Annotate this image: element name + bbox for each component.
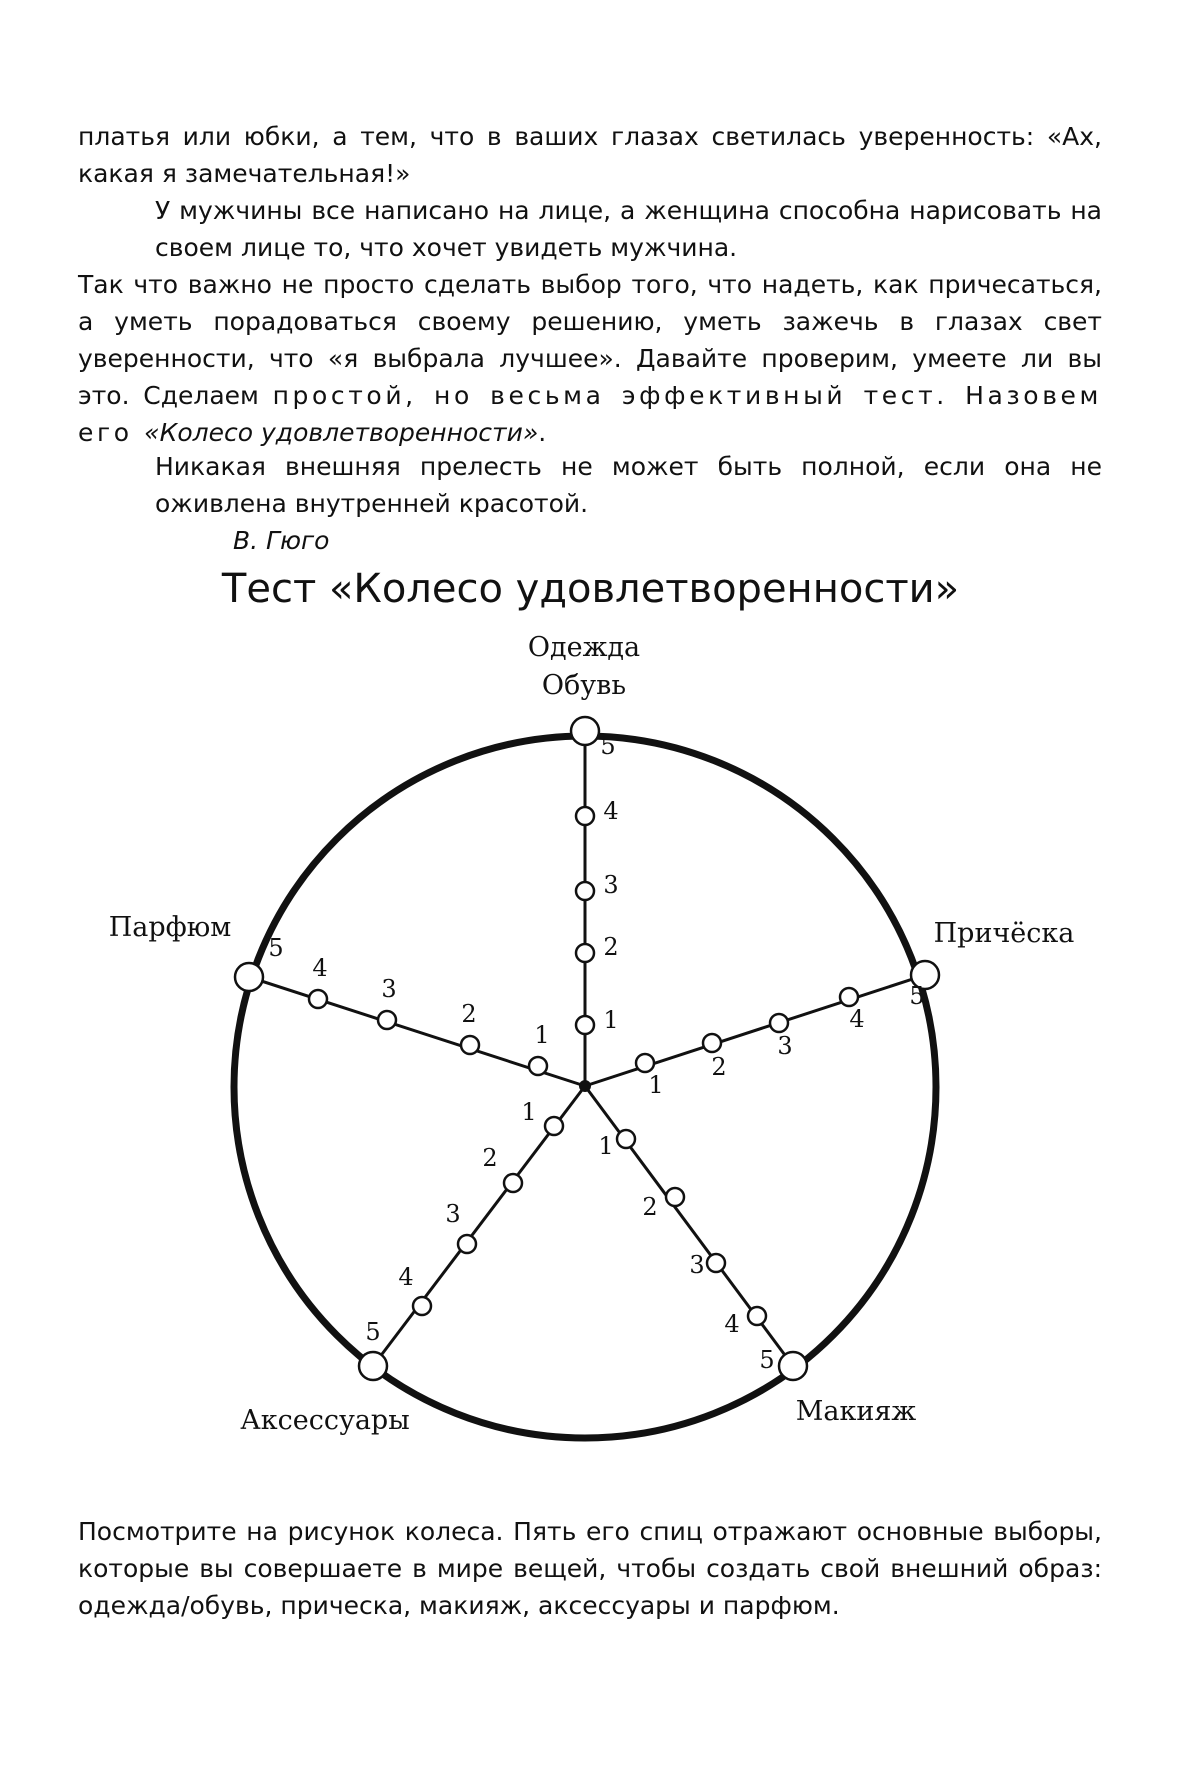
spoke-accessories-marker-2 bbox=[504, 1174, 522, 1192]
spoke-perfume-marker-3 bbox=[378, 1011, 396, 1029]
spoke-clothes-marker-3 bbox=[576, 882, 594, 900]
spoke-makeup-value-1: 1 bbox=[598, 1132, 614, 1160]
spoke-clothes-value-2: 2 bbox=[603, 933, 619, 961]
spoke-accessories-marker-5 bbox=[359, 1352, 387, 1380]
label-clothes-line2: Обувь bbox=[541, 670, 627, 701]
spoke-perfume-marker-4 bbox=[309, 990, 327, 1008]
spoke-accessories-value-4: 4 bbox=[398, 1263, 414, 1291]
spoke-hairstyle-marker-1 bbox=[636, 1054, 654, 1072]
spoke-perfume-value-3: 3 bbox=[381, 975, 397, 1003]
spoke-clothes-marker-1 bbox=[576, 1016, 594, 1034]
spoke-clothes-value-3: 3 bbox=[603, 871, 619, 899]
spoke-accessories-value-5: 5 bbox=[365, 1318, 381, 1346]
spoke-hairstyle-value-3: 3 bbox=[777, 1032, 793, 1060]
spoke-perfume-marker-5 bbox=[235, 963, 263, 991]
spoke-accessories-marker-3 bbox=[458, 1235, 476, 1253]
paragraph-test-intro-spaced: простой, но весьма эффективный тест. Назовем его bbox=[78, 381, 1102, 447]
spoke-perfume-value-2: 2 bbox=[461, 1000, 477, 1028]
spoke-clothes-marker-5 bbox=[571, 717, 599, 745]
spoke-hairstyle-value-1: 1 bbox=[648, 1071, 664, 1099]
spoke-accessories-value-1: 1 bbox=[521, 1098, 537, 1126]
spoke-accessories-marker-4 bbox=[413, 1297, 431, 1315]
spoke-makeup-marker-3 bbox=[707, 1254, 725, 1272]
spoke-perfume-value-5: 5 bbox=[268, 934, 284, 962]
spoke-perfume-marker-2 bbox=[461, 1036, 479, 1054]
spoke-hairstyle bbox=[585, 975, 925, 1086]
test-name-emphasis: «Колесо удовлетворенности» bbox=[144, 418, 539, 447]
spoke-accessories-value-3: 3 bbox=[445, 1200, 461, 1228]
paragraph-test-intro-text: Так что важно не просто сделать выбор того, что надеть, как причесаться, а уметь порадоваться своему решению, уметь зажечь в глазах свет уверенности, что «я выбрала лучшее». Давайте проверим, умеете ли вы это. Сделаем bbox=[78, 270, 1102, 410]
spoke-hairstyle-marker-2 bbox=[703, 1034, 721, 1052]
spoke-hairstyle-value-4: 4 bbox=[849, 1005, 865, 1033]
spoke-makeup-value-2: 2 bbox=[642, 1193, 658, 1221]
spoke-hairstyle-value-2: 2 bbox=[711, 1053, 727, 1081]
spoke-perfume-value-1: 1 bbox=[534, 1021, 550, 1049]
spoke-makeup-value-5: 5 bbox=[759, 1346, 775, 1374]
spoke-makeup-marker-4 bbox=[748, 1307, 766, 1325]
paragraph-end-dot: . bbox=[538, 418, 547, 447]
spoke-makeup-value-4: 4 bbox=[724, 1310, 740, 1338]
spoke-makeup-value-3: 3 bbox=[689, 1251, 705, 1279]
spoke-clothes-marker-4 bbox=[576, 807, 594, 825]
wheel-hub bbox=[579, 1080, 591, 1092]
label-makeup: Макияж bbox=[795, 1396, 917, 1427]
quote-author: В. Гюго bbox=[233, 526, 330, 555]
label-clothes-line1: Одежда bbox=[527, 632, 641, 663]
spoke-accessories-marker-1 bbox=[545, 1117, 563, 1135]
test-title: Тест «Колесо удовлетворенности» bbox=[221, 566, 960, 612]
spoke-clothes-value-4: 4 bbox=[603, 797, 619, 825]
label-perfume: Парфюм bbox=[108, 912, 232, 943]
label-hairstyle: Причёска bbox=[933, 918, 1075, 949]
spoke-perfume-value-4: 4 bbox=[312, 954, 328, 982]
spoke-clothes-value-1: 1 bbox=[603, 1006, 619, 1034]
spoke-makeup-marker-5 bbox=[779, 1352, 807, 1380]
spoke-hairstyle-marker-3 bbox=[770, 1014, 788, 1032]
spoke-hairstyle-value-5: 5 bbox=[909, 982, 925, 1010]
paragraph-intro: платья или юбки, а тем, что в ваших глазах светилась уверенность: «Ах, какая я замечательная!» bbox=[78, 122, 1102, 188]
paragraph-wheel-description: Посмотрите на рисунок колеса. Пять его спиц отражают основные выборы, которые вы совершаете в мире вещей, чтобы создать свой внешний образ: одежда/обувь, прическа, макияж, аксессуары и парфюм. bbox=[78, 1517, 1102, 1620]
spoke-clothes-value-5: 5 bbox=[600, 732, 616, 760]
label-accessories: Аксессуары bbox=[240, 1405, 410, 1436]
spoke-hairstyle-marker-4 bbox=[840, 988, 858, 1006]
spoke-clothes-marker-2 bbox=[576, 944, 594, 962]
quote-men-women: У мужчины все написано на лице, а женщина способна нарисовать на своем лице то, что хочет увидеть мужчина. bbox=[155, 196, 1102, 262]
spoke-makeup-marker-2 bbox=[666, 1188, 684, 1206]
spoke-makeup-marker-1 bbox=[617, 1130, 635, 1148]
spoke-perfume-marker-1 bbox=[529, 1057, 547, 1075]
spoke-accessories-value-2: 2 bbox=[482, 1144, 498, 1172]
quote-hugo: Никакая внешняя прелесть не может быть полной, если она не оживлена внутренней красотой. bbox=[155, 452, 1102, 518]
